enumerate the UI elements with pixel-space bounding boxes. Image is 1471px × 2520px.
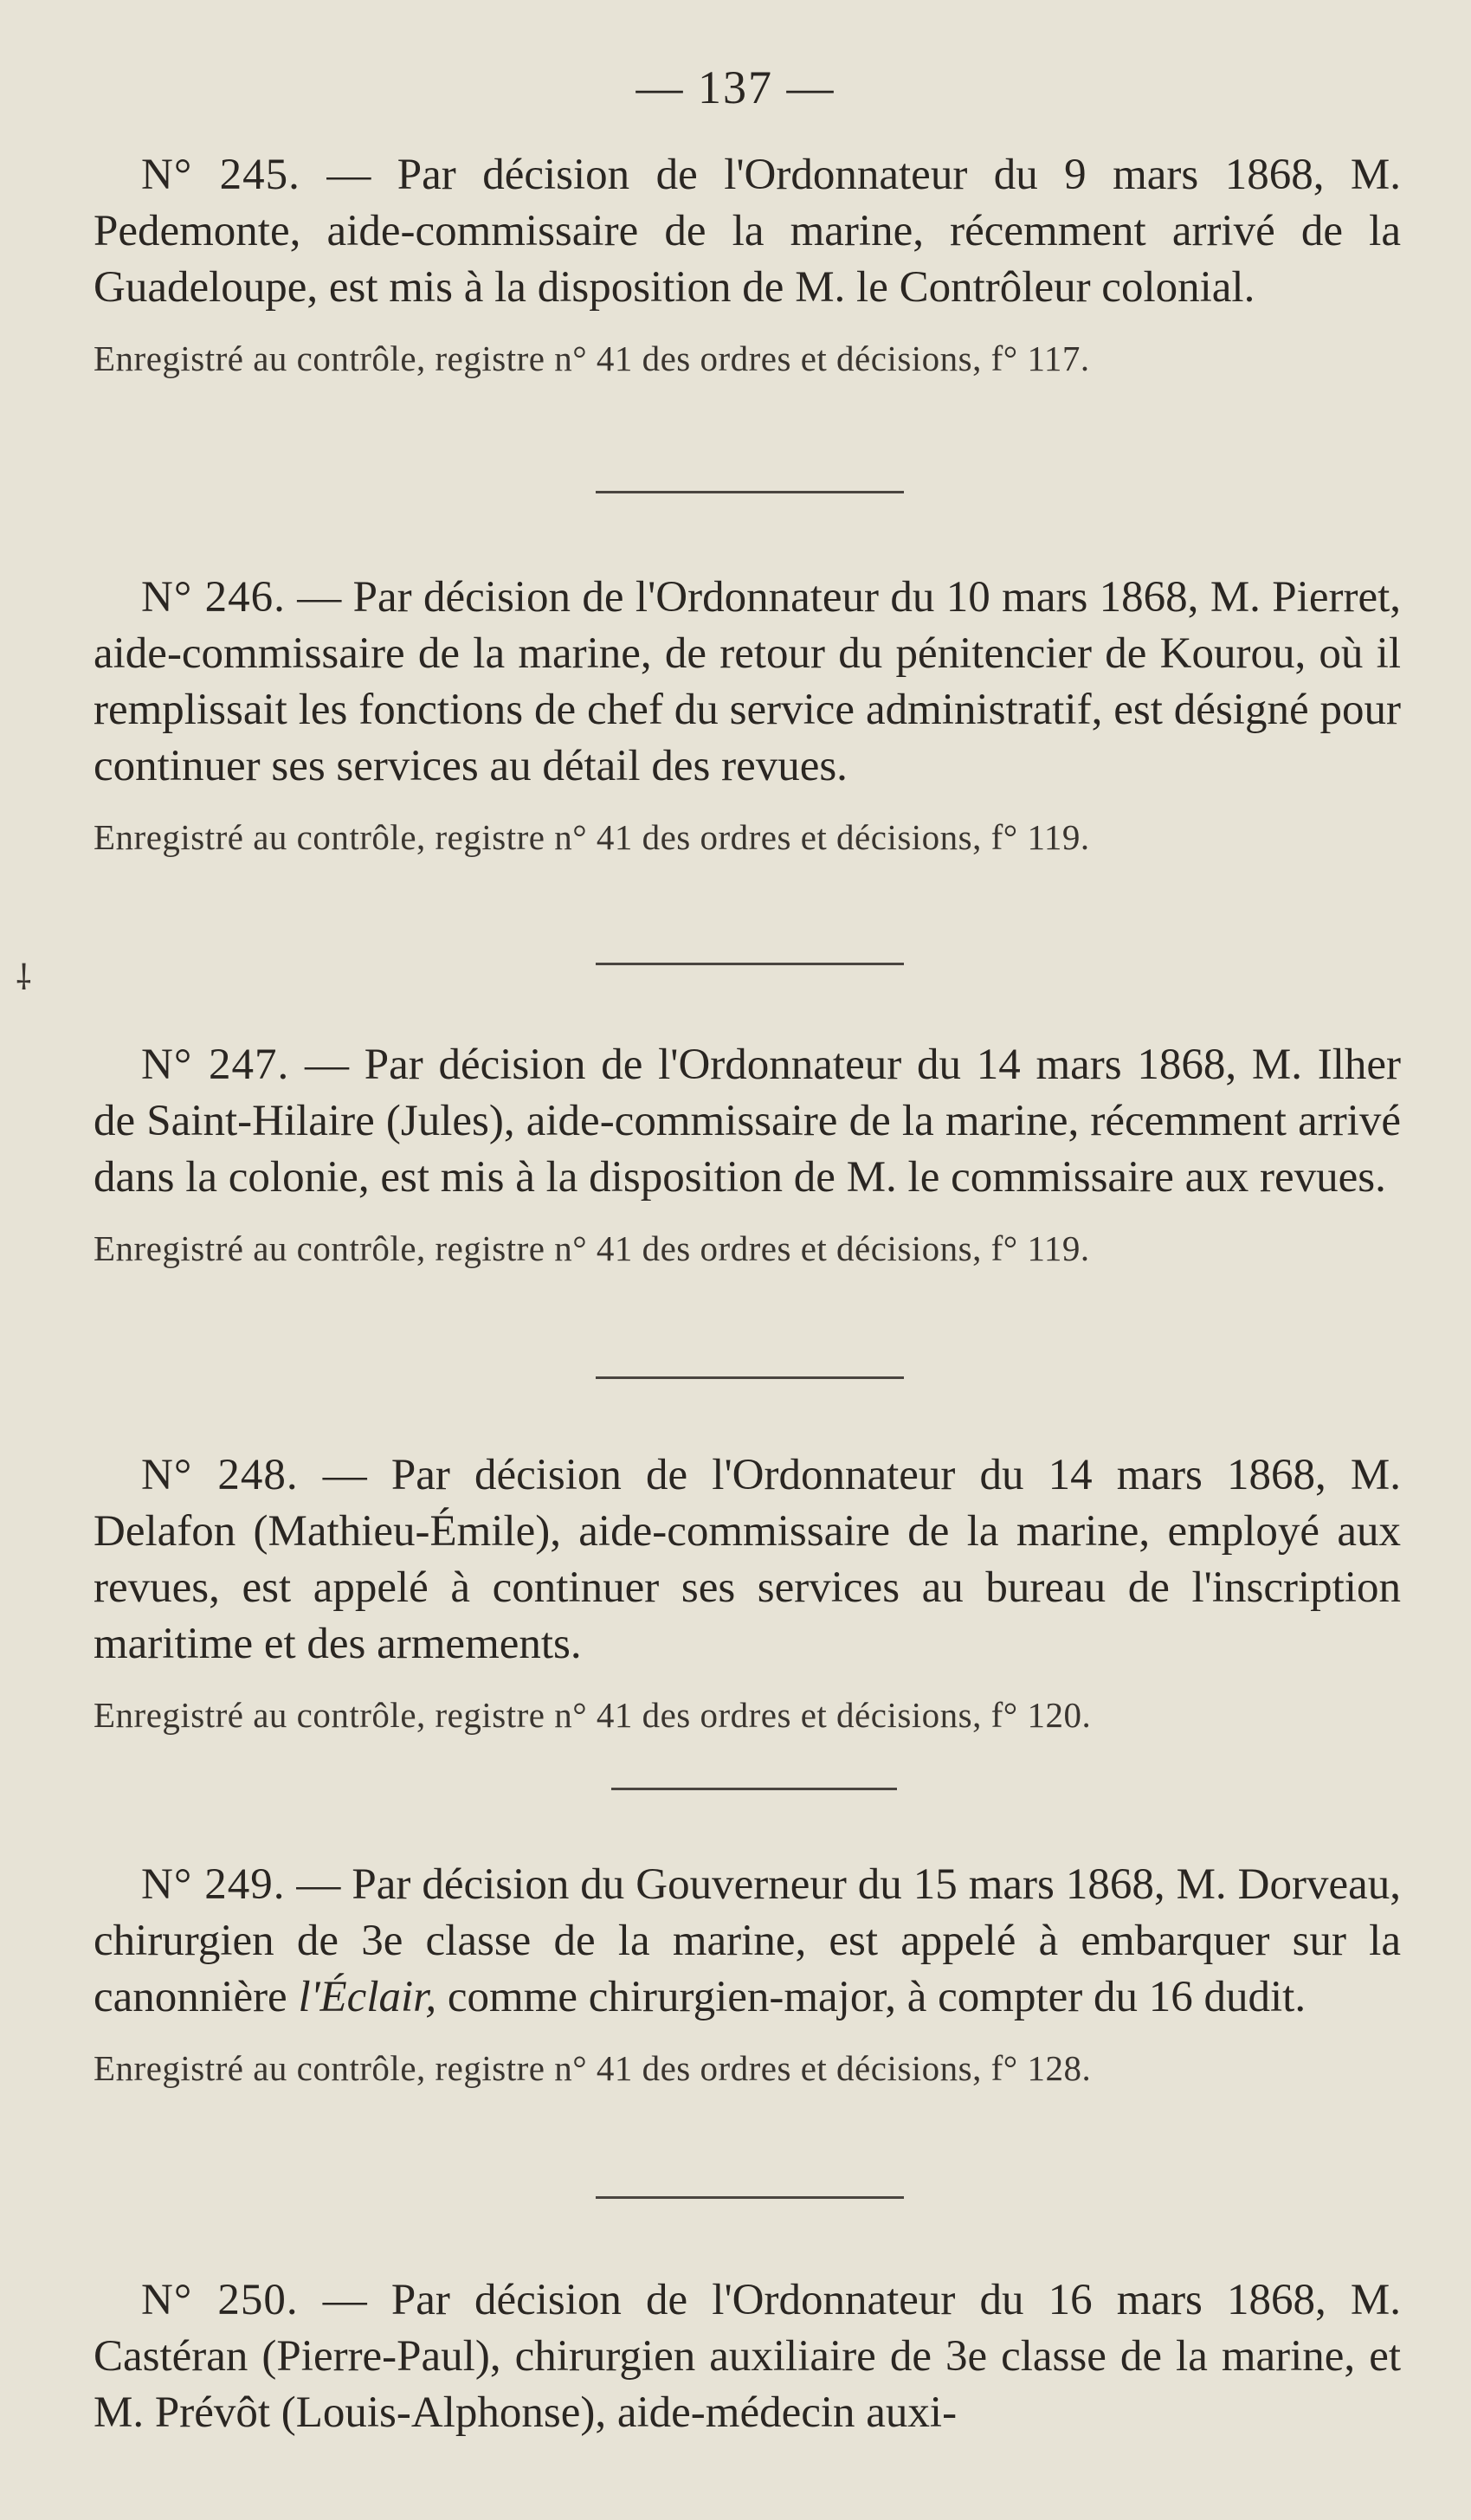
ship-name: l'Éclair, — [298, 1973, 437, 2021]
separator-rule — [596, 963, 904, 965]
registration-note: Enregistré au contrôle, registre n° 41 des ordres et décisions, f° 117. — [94, 338, 1090, 378]
entry-body — [94, 1037, 1401, 1206]
entry-248 — [94, 1447, 1401, 1738]
entry-246 — [94, 570, 1401, 860]
separator-rule — [596, 1376, 904, 1379]
entry-text: — Par décision de l'Ordonnateur du 14 mars 1868, M. Delafon (Mathieu-Émile), aide-commissaire de la marine, employé aux revues, est appelé à continuer ses services au bureau de l'inscription maritime et des armements. — [94, 1451, 1401, 1668]
entry-number: N° 246. — [141, 573, 286, 622]
entry-body — [94, 2272, 1401, 2441]
separator-rule — [596, 2196, 904, 2199]
entry-text-after: comme chirurgien-major, à compter du 16 dudit. — [436, 1973, 1306, 2021]
separator-rule — [611, 1788, 897, 1790]
entry-body — [94, 1447, 1401, 1672]
registration-note: Enregistré au contrôle, registre n° 41 des ordres et décisions, f° 119. — [94, 1228, 1090, 1268]
registration-note: Enregistré au contrôle, registre n° 41 des ordres et décisions, f° 128. — [94, 2048, 1092, 2088]
entry-247 — [94, 1037, 1401, 1272]
entry-body — [94, 570, 1401, 795]
entry-number: N° 247. — [141, 1041, 290, 1089]
margin-mark-icon: ⸸ — [16, 958, 32, 997]
entry-250 — [94, 2272, 1401, 2441]
page-number: — 137 — — [635, 61, 836, 113]
entry-body — [94, 1857, 1401, 2026]
registration-note: Enregistré au contrôle, registre n° 41 des ordres et décisions, f° 119. — [94, 817, 1090, 857]
entry-number: N° 249. — [141, 1860, 286, 1909]
entry-number: N° 245. — [141, 151, 300, 199]
entry-number: N° 250. — [141, 2276, 299, 2324]
entry-text: — Par décision de l'Ordonnateur du 14 mars 1868, M. Ilher de Saint-Hilaire (Jules), aide-commissaire de la marine, récemment arrivé dans la colonie, est mis à la disposition de M. le commissaire aux revues. — [94, 1041, 1401, 1202]
entry-245 — [94, 147, 1401, 382]
registration-note: Enregistré au contrôle, registre n° 41 des ordres et décisions, f° 120. — [94, 1695, 1092, 1735]
entry-text: — Par décision de l'Ordonnateur du 9 mars 1868, M. Pedemonte, aide-commissaire de la marine, récemment arrivé de la Guadeloupe, est mis à la disposition de M. le Contrôleur colonial. — [94, 151, 1401, 312]
entry-body — [94, 147, 1401, 316]
separator-rule — [596, 491, 904, 493]
entry-text: — Par décision de l'Ordonnateur du 10 mars 1868, M. Pierret, aide-commissaire de la marine, de retour du pénitencier de Kourou, où il remplissait les fonctions de chef du service administratif, est désigné pour continuer ses services au détail des revues. — [94, 573, 1401, 790]
entry-text: — Par décision de l'Ordonnateur du 16 mars 1868, M. Castéran (Pierre-Paul), chirurgien auxiliaire de 3e classe de la marine, et M. Prévôt (Louis-Alphonse), aide-médecin auxi- — [94, 2276, 1401, 2437]
entry-249 — [94, 1857, 1401, 2091]
entry-text-before: — Par décision du Gouverneur du 15 mars 1868, M. Dorveau, chirurgien de 3e classe de la marine, est appelé à embarquer sur la canonnière — [94, 1860, 1401, 2021]
entry-number: N° 248. — [141, 1451, 299, 1499]
